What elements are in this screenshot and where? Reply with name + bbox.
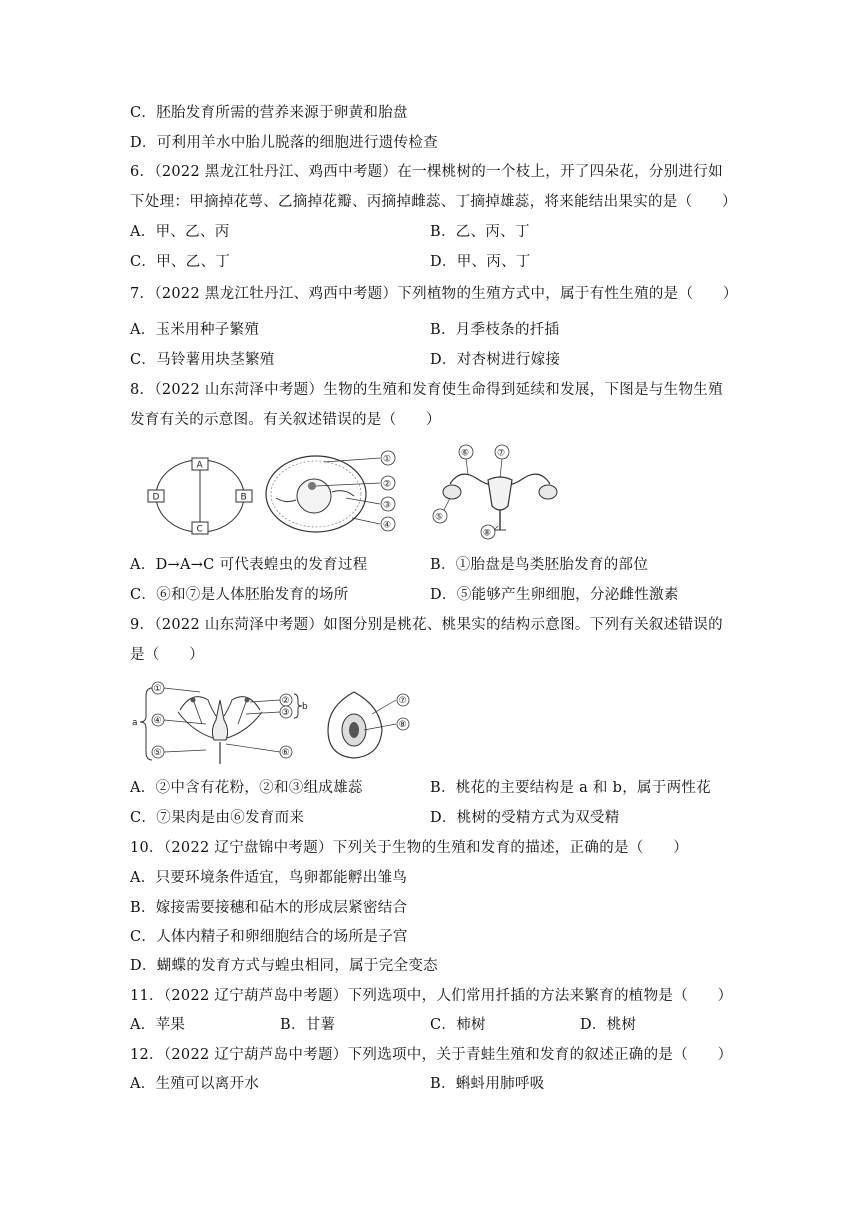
fig4-label-4: ④ bbox=[153, 716, 162, 726]
q9-option-c: C．⑦果肉是由⑥发育而来 bbox=[130, 810, 305, 826]
q7-option-d: D．对杏树进行嫁接 bbox=[430, 352, 561, 368]
q8-option-c: C．⑥和⑦是人体胚胎发育的场所 bbox=[130, 587, 349, 603]
fig3-label-6: ⑥ bbox=[461, 448, 470, 459]
fig4-label-2: ② bbox=[281, 696, 290, 706]
fig4-label-3: ③ bbox=[281, 708, 290, 718]
q10-stem: 10．（2022 辽宁盘锦中考题）下列关于生物的生殖和发育的描述，正确的是（ ） bbox=[130, 840, 689, 856]
q12-option-a: A．生殖可以离开水 bbox=[130, 1076, 260, 1092]
fig1-label-a: A bbox=[196, 460, 203, 471]
fig2-label-3: ③ bbox=[383, 500, 392, 511]
q6-stem-line1: 6．（2022 黑龙江牡丹江、鸡西中考题）在一棵桃树的一个枝上，开了四朵花，分别进行如 bbox=[130, 164, 723, 180]
q5-option-d: D．可利用羊水中胎儿脱落的细胞进行遗传检查 bbox=[130, 135, 438, 151]
fig4-label-5: ⑤ bbox=[153, 748, 162, 758]
q10-option-d: D．蝴蝶的发育方式与蝗虫相同，属于完全变态 bbox=[130, 958, 438, 974]
fig4-label-a: a bbox=[132, 718, 138, 728]
q5-option-c: C．胚胎发育所需的营养来源于卵黄和胎盘 bbox=[130, 105, 408, 121]
q8-figure-bird-egg bbox=[262, 448, 412, 540]
fig4-label-1: ① bbox=[153, 684, 162, 694]
q8-figure-life-cycle bbox=[140, 452, 260, 542]
q11-option-b: B．甘薯 bbox=[280, 1017, 336, 1033]
fig1-label-c: C bbox=[196, 524, 203, 535]
fig2-label-2: ② bbox=[383, 479, 392, 490]
q6-option-d: D．甲、丙、丁 bbox=[430, 254, 531, 270]
fig1-label-d: D bbox=[152, 492, 160, 503]
q6-option-a: A．甲、乙、丙 bbox=[130, 224, 230, 240]
q7-option-c: C．马铃薯用块茎繁殖 bbox=[130, 352, 275, 368]
q11-stem: 11．（2022 辽宁葫芦岛中考题）下列选项中，人们常用扦插的方法来繁育的植物是（ ） bbox=[130, 988, 733, 1004]
q9-stem-line2: 是（ ） bbox=[130, 647, 204, 663]
q10-option-b: B．嫁接需要接穗和砧木的形成层紧密结合 bbox=[130, 900, 408, 916]
q9-option-a: A．②中含有花粉，②和③组成雄蕊 bbox=[130, 780, 363, 796]
q6-option-b: B．乙、丙、丁 bbox=[430, 224, 530, 240]
q11-option-d: D．桃树 bbox=[580, 1017, 637, 1033]
q8-stem-line2: 发育有关的示意图。有关叙述错误的是（ ） bbox=[130, 412, 441, 428]
q8-option-d: D．⑤能够产生卵细胞，分泌雌性激素 bbox=[430, 587, 679, 603]
q8-stem-line1: 8．（2022 山东菏泽中考题）生物的生殖和发育使生命得到延续和发展，下图是与生物生殖 bbox=[130, 382, 723, 398]
fig2-label-1: ① bbox=[383, 454, 392, 465]
q9-figure-peach-fruit bbox=[318, 686, 418, 764]
fig1-label-b: B bbox=[240, 492, 247, 503]
q7-option-a: A．玉米用种子繁殖 bbox=[130, 322, 260, 338]
fig4-label-6: ⑥ bbox=[281, 748, 290, 758]
q6-option-c: C．甲、乙、丁 bbox=[130, 254, 231, 270]
q12-stem: 12．（2022 辽宁葫芦岛中考题）下列选项中，关于青蛙生殖和发育的叙述正确的是（ ） bbox=[130, 1047, 733, 1063]
fig3-label-7: ⑦ bbox=[497, 448, 506, 459]
q8-figure-female-reproductive bbox=[430, 444, 570, 542]
q7-stem: 7．（2022 黑龙江牡丹江、鸡西中考题）下列植物的生殖方式中，属于有性生殖的是（ ） bbox=[130, 286, 738, 302]
q9-option-b: B．桃花的主要结构是 a 和 b，属于两性花 bbox=[430, 780, 712, 796]
fig2-label-4: ④ bbox=[383, 520, 392, 531]
q10-option-c: C．人体内精子和卵细胞结合的场所是子宫 bbox=[130, 929, 408, 945]
fig5-label-8: ⑧ bbox=[398, 720, 407, 730]
q9-option-d: D．桃树的受精方式为双受精 bbox=[430, 810, 620, 826]
fig4-label-b: b bbox=[302, 702, 308, 712]
q11-option-c: C．柿树 bbox=[430, 1017, 486, 1033]
q10-option-a: A．只要环境条件适宜，鸟卵都能孵出雏鸟 bbox=[130, 870, 408, 886]
q11-option-a: A．苹果 bbox=[130, 1017, 186, 1033]
q9-stem-line1: 9．（2022 山东菏泽中考题）如图分别是桃花、桃果实的结构示意图。下列有关叙述错误的 bbox=[130, 617, 723, 633]
q12-option-b: B．蝌蚪用肺呼吸 bbox=[430, 1076, 545, 1092]
fig3-label-8: ⑧ bbox=[483, 528, 492, 539]
q9-figure-peach-flower bbox=[130, 680, 310, 770]
q8-option-b: B．①胎盘是鸟类胚胎发育的部位 bbox=[430, 557, 649, 573]
q7-option-b: B．月季枝条的扦插 bbox=[430, 322, 560, 338]
q8-option-a: A．D→A→C 可代表蝗虫的发育过程 bbox=[130, 557, 368, 573]
q6-stem-line2: 下处理：甲摘掉花萼、乙摘掉花瓣、丙摘掉雌蕊、丁摘掉雄蕊，将来能结出果实的是（ ） bbox=[130, 194, 737, 210]
fig5-label-7: ⑦ bbox=[398, 696, 407, 706]
fig3-label-5: ⑤ bbox=[435, 512, 444, 523]
